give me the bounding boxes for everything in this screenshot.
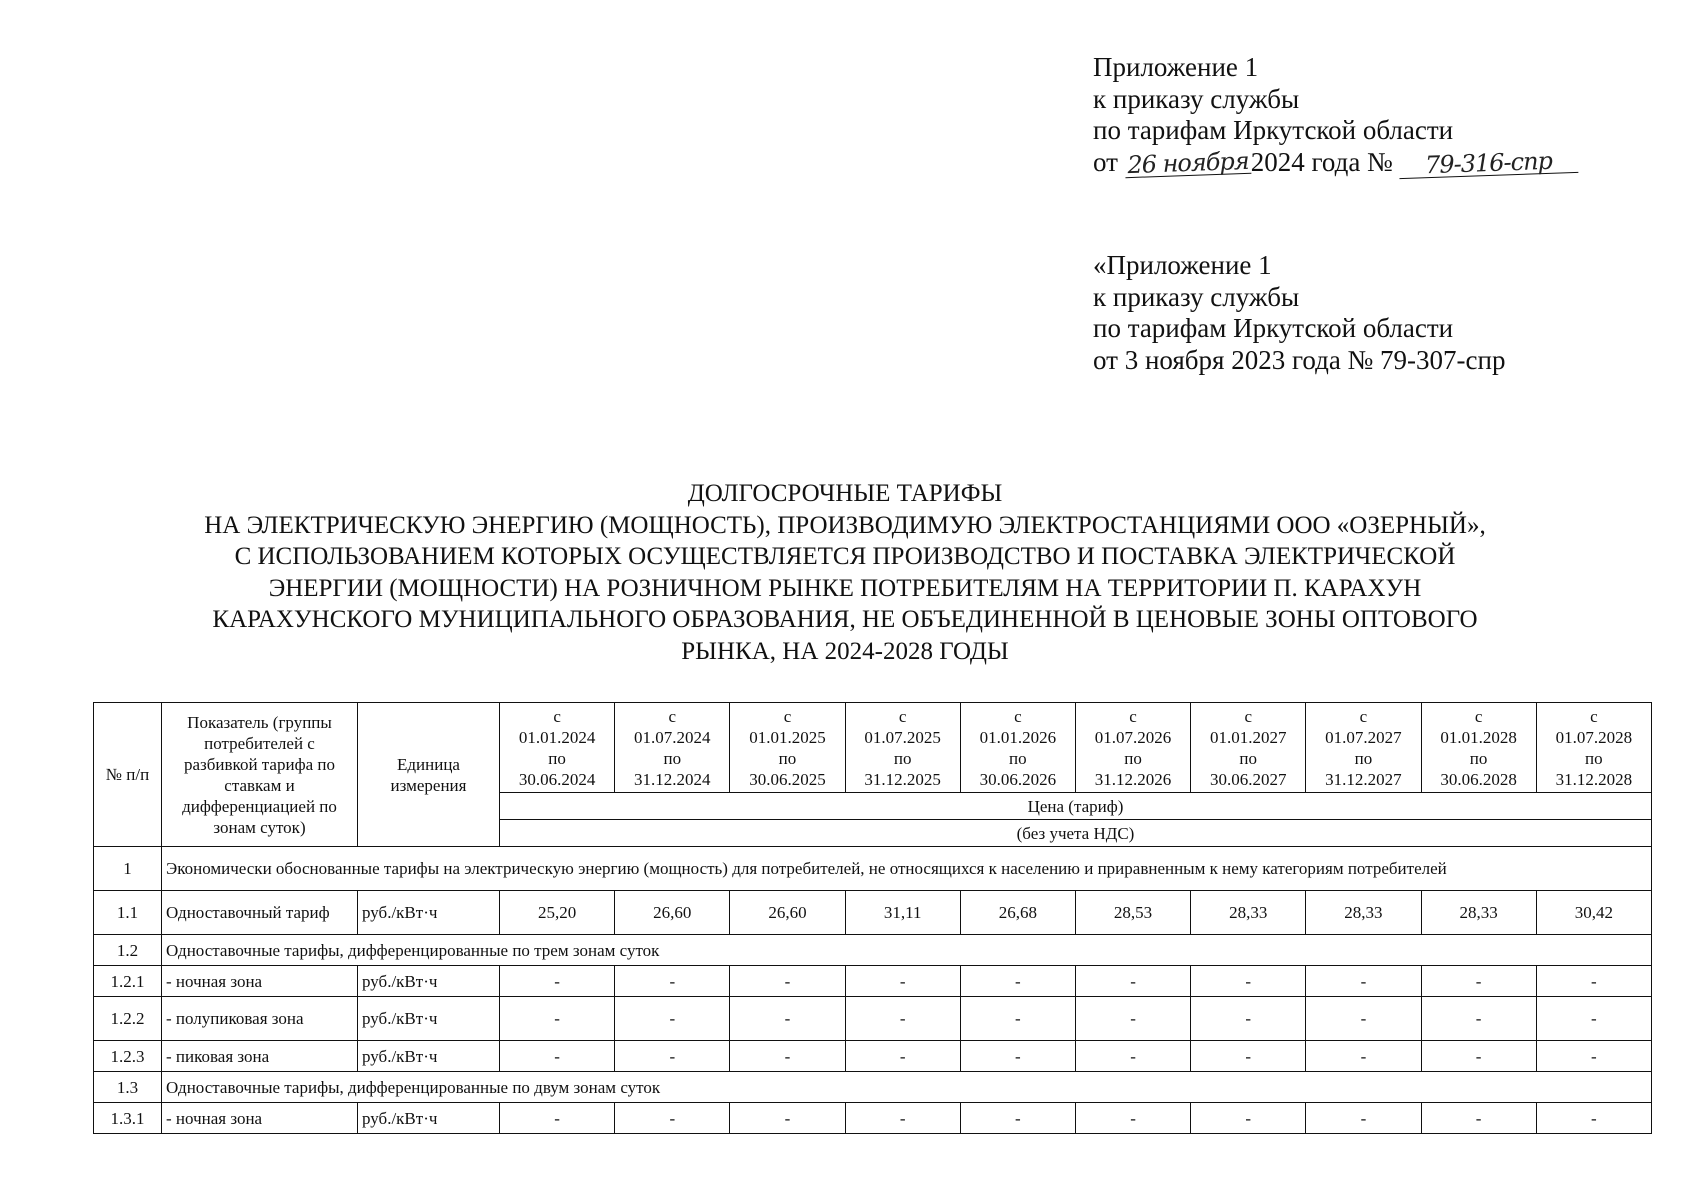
section-row: [94, 935, 1652, 966]
tariff-value: -: [615, 997, 730, 1041]
tariff-value: -: [1306, 1041, 1421, 1072]
tariff-value: -: [500, 997, 615, 1041]
header-period: [615, 703, 730, 793]
title-line: КАРАХУНСКОГО МУНИЦИПАЛЬНОГО ОБРАЗОВАНИЯ, НЕ ОБЪЕДИНЕННОЙ В ЦЕНОВЫЕ ЗОНЫ ОПТОВОГО: [212, 606, 1478, 633]
appendix-from-prefix: от: [1093, 146, 1118, 177]
row-number: 1.1: [94, 891, 162, 935]
appendix-line-4: [1093, 147, 1578, 179]
row-number: 1.2: [94, 935, 162, 966]
header-period: [1075, 703, 1190, 793]
appendix-year-number-label: 2024 года №: [1250, 146, 1393, 177]
appendix-old-line-4: от 3 ноября 2023 года № 79-307-спр: [1093, 344, 1506, 375]
row-unit: руб./кВт·ч: [358, 1103, 500, 1134]
header-unit: Единица измерения: [358, 703, 500, 847]
row-label: Одноставочный тариф: [162, 891, 358, 935]
tariff-value: -: [1536, 1041, 1651, 1072]
header-period-to: 31.12.2025: [864, 769, 941, 789]
tariff-value: -: [500, 1041, 615, 1072]
tariff-value: -: [1421, 997, 1536, 1041]
tariff-value: 31,11: [845, 891, 960, 935]
header-period-po: по: [1585, 748, 1603, 768]
tariff-value: 28,33: [1421, 891, 1536, 935]
tariff-value: -: [960, 1041, 1075, 1072]
appendix-previous-order: [1093, 250, 1505, 376]
tariff-value: -: [615, 1041, 730, 1072]
header-period-po: по: [1354, 748, 1373, 768]
header-period-s: с: [898, 706, 907, 726]
header-period-po: по: [1469, 748, 1488, 768]
tariff-value: -: [1075, 1103, 1190, 1134]
row-number: 1: [94, 847, 162, 891]
section-row: [94, 1072, 1652, 1103]
tariff-value: -: [1191, 997, 1306, 1041]
tariff-value: -: [1191, 1103, 1306, 1134]
tariff-value: -: [1536, 997, 1651, 1041]
header-period: [730, 703, 845, 793]
row-number: 1.2.3: [94, 1041, 162, 1072]
appendix-current-order: [1093, 52, 1578, 178]
table-row: [94, 1103, 1652, 1134]
header-period: [1306, 703, 1421, 793]
tariff-value: 26,68: [960, 891, 1075, 935]
row-label: - полупиковая зона: [162, 997, 358, 1041]
tariff-value: -: [1191, 966, 1306, 997]
header-period-to: 30.06.2024: [518, 769, 596, 789]
tariff-value: 28,53: [1075, 891, 1190, 935]
appendix-old-line-2: к приказу службы: [1093, 281, 1300, 312]
header-period-to: 31.12.2026: [1094, 769, 1172, 789]
handwritten-order-number: 79-316-спр: [1398, 147, 1578, 178]
tariff-value: -: [960, 997, 1075, 1041]
tariff-value: 28,33: [1306, 891, 1421, 935]
tariff-value: -: [1536, 1103, 1651, 1134]
section-title: Одноставочные тарифы, дифференцированные по трем зонам суток: [162, 935, 1652, 966]
appendix-old-line-1: «Приложение 1: [1093, 250, 1272, 280]
title-line: С ИСПОЛЬЗОВАНИЕМ КОТОРЫХ ОСУЩЕСТВЛЯЕТСЯ ПРОИЗВОДСТВО И ПОСТАВКА ЭЛЕКТРИЧЕСКОЙ: [234, 543, 1456, 570]
row-unit: руб./кВт·ч: [358, 1041, 500, 1072]
header-period-s: с: [1359, 706, 1368, 726]
header-period-to: 30.06.2025: [749, 769, 826, 789]
tariff-value: -: [500, 1103, 615, 1134]
header-period-s: с: [1474, 706, 1483, 726]
row-number: 1.2.2: [94, 997, 162, 1041]
tariff-value: 26,60: [730, 891, 845, 935]
tariff-value: 26,60: [615, 891, 730, 935]
header-period-from: 01.01.2024: [518, 727, 596, 747]
tariff-value: -: [845, 966, 960, 997]
table-row: [94, 891, 1652, 935]
tariff-value: -: [615, 966, 730, 997]
tariff-value: -: [1075, 997, 1190, 1041]
header-period-to: 31.12.2028: [1555, 769, 1633, 789]
table-body: [94, 847, 1652, 1134]
document-title: [90, 478, 1600, 667]
tariff-value: -: [615, 1103, 730, 1134]
header-period-from: 01.01.2027: [1209, 727, 1287, 747]
header-period-from: 01.07.2024: [634, 727, 711, 747]
header-period-to: 30.06.2026: [979, 769, 1057, 789]
title-line: РЫНКА, НА 2024-2028 ГОДЫ: [681, 637, 1009, 665]
header-period: [500, 703, 615, 793]
header-period-s: с: [1129, 706, 1137, 726]
header-price: Цена (тариф): [500, 793, 1652, 820]
section-title: Одноставочные тарифы, дифференцированные по двум зонам суток: [162, 1072, 1652, 1103]
header-period-po: по: [1239, 748, 1258, 768]
header-period-s: с: [668, 706, 677, 726]
tariff-value: -: [1306, 1103, 1421, 1134]
tariff-value: -: [1075, 1041, 1190, 1072]
tariff-value: -: [1306, 966, 1421, 997]
header-period-po: по: [663, 748, 682, 768]
header-period-s: с: [1014, 706, 1022, 726]
header-period-po: по: [1124, 748, 1142, 768]
tariff-value: 25,20: [500, 891, 615, 935]
tariff-value: -: [1421, 966, 1536, 997]
header-period-from: 01.07.2028: [1555, 727, 1633, 747]
row-unit: руб./кВт·ч: [358, 891, 500, 935]
row-number: 1.3: [94, 1072, 162, 1103]
header-period-s: с: [783, 706, 792, 726]
tariff-value: -: [1421, 1103, 1536, 1134]
row-label: - ночная зона: [162, 966, 358, 997]
tariff-value: -: [960, 1103, 1075, 1134]
tariff-value: -: [1075, 966, 1190, 997]
row-number: 1.3.1: [94, 1103, 162, 1134]
header-period-po: по: [548, 748, 566, 768]
header-period: [845, 703, 960, 793]
row-label: - пиковая зона: [162, 1041, 358, 1072]
header-period: [1191, 703, 1306, 793]
row-number: 1.2.1: [94, 966, 162, 997]
header-period-from: 01.07.2025: [864, 727, 941, 747]
tariff-value: -: [960, 966, 1075, 997]
row-unit: руб./кВт·ч: [358, 997, 500, 1041]
title-line: ДОЛГОСРОЧНЫЕ ТАРИФЫ: [687, 480, 1003, 507]
handwritten-date: 26 ноября: [1124, 148, 1251, 177]
tariff-value: -: [1536, 966, 1651, 997]
header-period-po: по: [893, 748, 912, 768]
header-period-po: по: [778, 748, 797, 768]
tariff-value: -: [845, 997, 960, 1041]
title-line: НА ЭЛЕКТРИЧЕСКУЮ ЭНЕРГИЮ (МОЩНОСТЬ), ПРОИЗВОДИМУЮ ЭЛЕКТРОСТАНЦИЯМИ ООО «ОЗЕРНЫЙ»,: [204, 511, 1486, 539]
tariff-value: -: [1421, 1041, 1536, 1072]
header-period-s: с: [1590, 706, 1598, 726]
tariff-value: -: [730, 997, 845, 1041]
header-period-from: 01.01.2028: [1440, 727, 1517, 747]
header-period-to: 30.06.2028: [1440, 769, 1517, 789]
header-period-from: 01.01.2026: [979, 727, 1057, 747]
header-period: [1536, 703, 1651, 793]
header-row: [94, 703, 1652, 793]
section-title: Экономически обоснованные тарифы на электрическую энергию (мощность) для потребителей, не относящихся к населению и приравненным к нему категориям потребителей: [162, 847, 1652, 891]
tariff-value: -: [730, 1103, 845, 1134]
header-period-from: 01.07.2027: [1325, 727, 1402, 747]
table-row: [94, 966, 1652, 997]
header-period-from: 01.01.2025: [749, 727, 826, 747]
section-row: [94, 847, 1652, 891]
tariff-value: -: [1306, 997, 1421, 1041]
header-period-s: с: [553, 706, 561, 726]
tariff-value: -: [730, 1041, 845, 1072]
appendix-line-2: к приказу службы: [1093, 83, 1300, 114]
header-period-to: 31.12.2027: [1325, 769, 1402, 789]
header-period-to: 31.12.2024: [634, 769, 711, 789]
header-vat: (без учета НДС): [500, 820, 1652, 847]
tariffs-table: [93, 702, 1652, 1134]
table-head: [94, 703, 1652, 847]
appendix-old-line-3: по тарифам Иркутской области: [1093, 313, 1454, 343]
tariff-value: -: [730, 966, 845, 997]
title-line: ЭНЕРГИИ (МОЩНОСТИ) НА РОЗНИЧНОМ РЫНКЕ ПОТРЕБИТЕЛЯМ НА ТЕРРИТОРИИ П. КАРАХУН: [268, 574, 1422, 602]
header-period: [960, 703, 1075, 793]
table-row: [94, 1041, 1652, 1072]
tariff-value: 30,42: [1536, 891, 1651, 935]
header-indicator: Показатель (группы потребителей с разбивкой тарифа по ставкам и дифференциацией по зонам суток): [162, 703, 358, 847]
row-unit: руб./кВт·ч: [358, 966, 500, 997]
tariff-value: -: [845, 1103, 960, 1134]
tariff-value: -: [845, 1041, 960, 1072]
header-period-to: 30.06.2027: [1209, 769, 1287, 789]
table-row: [94, 997, 1652, 1041]
header-period-s: с: [1244, 706, 1252, 726]
tariff-value: -: [1191, 1041, 1306, 1072]
tariff-value: 28,33: [1191, 891, 1306, 935]
header-period-po: по: [1009, 748, 1027, 768]
appendix-line-1: Приложение 1: [1093, 52, 1259, 82]
header-num: № п/п: [94, 703, 162, 847]
header-period: [1421, 703, 1536, 793]
row-label: - ночная зона: [162, 1103, 358, 1134]
tariff-value: -: [500, 966, 615, 997]
header-period-from: 01.07.2026: [1094, 727, 1172, 747]
appendix-line-3: по тарифам Иркутской области: [1093, 115, 1454, 145]
